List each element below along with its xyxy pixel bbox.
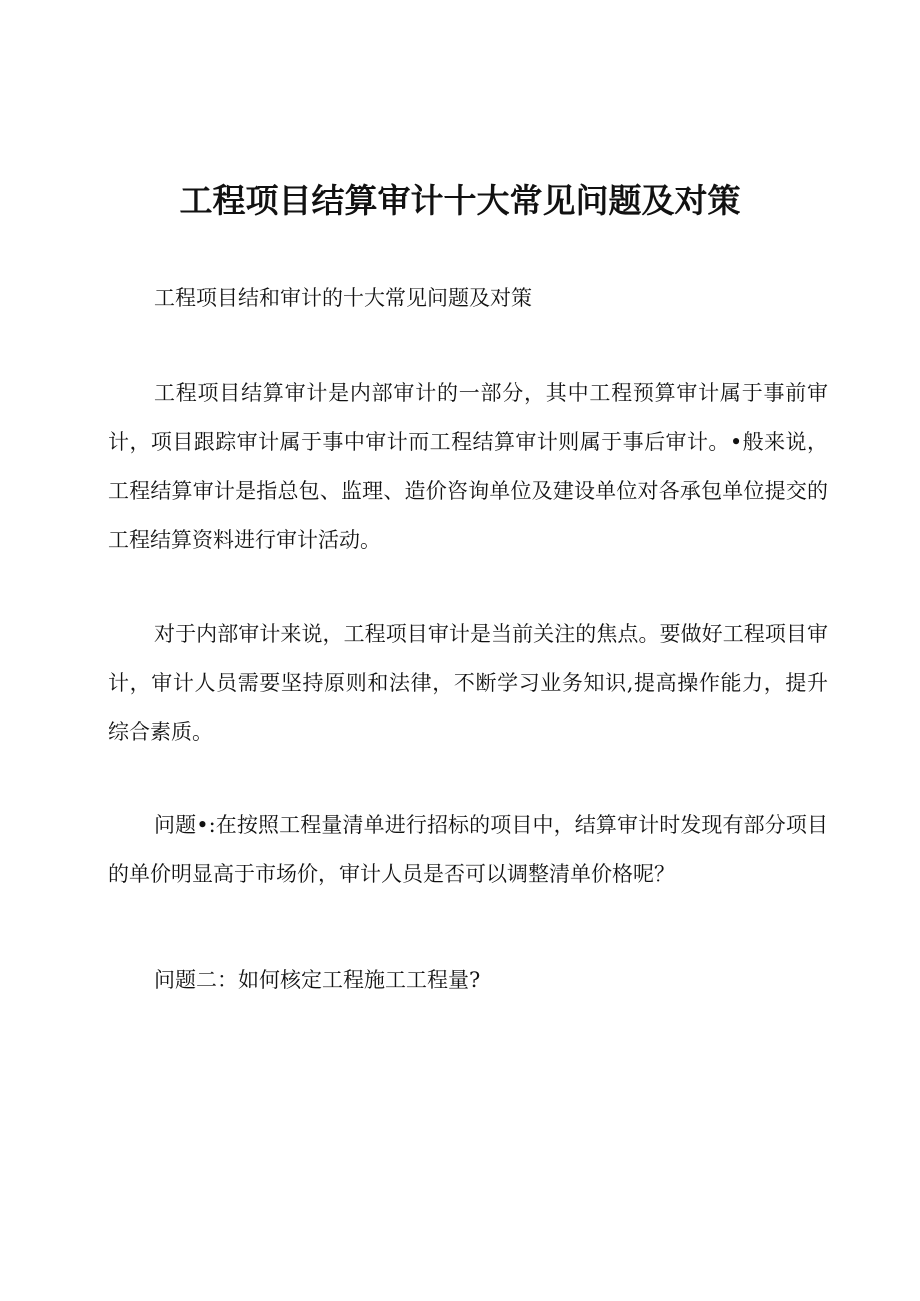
paragraph-question-two: 问题二：如何核定工程施工工程量? <box>154 968 481 992</box>
paragraph-internal-audit: 对于内部审计来说，工程项目审计是当前关注的焦点。要做好工程项目审计，审计人员需要坚持原则和法律，不断学习业务知识,提高操作能力，提升综合素质。 <box>108 622 828 744</box>
document-title: 工程项目结算审计十大常见问题及对策 <box>179 181 741 220</box>
paragraph-intro: 工程项目结算审计是内部审计的一部分，其中工程预算审计属于事前审计，项目跟踪审计属于事中审计而工程结算审计则属于事后审计。•般来说，工程结算审计是指总包、监理、造价咨询单位及建设单位对各承包单位提交的工程结算资料进行审计活动。 <box>108 381 828 552</box>
document-subtitle: 工程项目结和审计的十大常见问题及对策 <box>154 286 532 310</box>
paragraph-question-one: 问题•:在按照工程量清单进行招标的项目中，结算审计时发现有部分项目的单价明显高于市场价，审计人员是否可以调整清单价格呢？ <box>108 813 828 886</box>
